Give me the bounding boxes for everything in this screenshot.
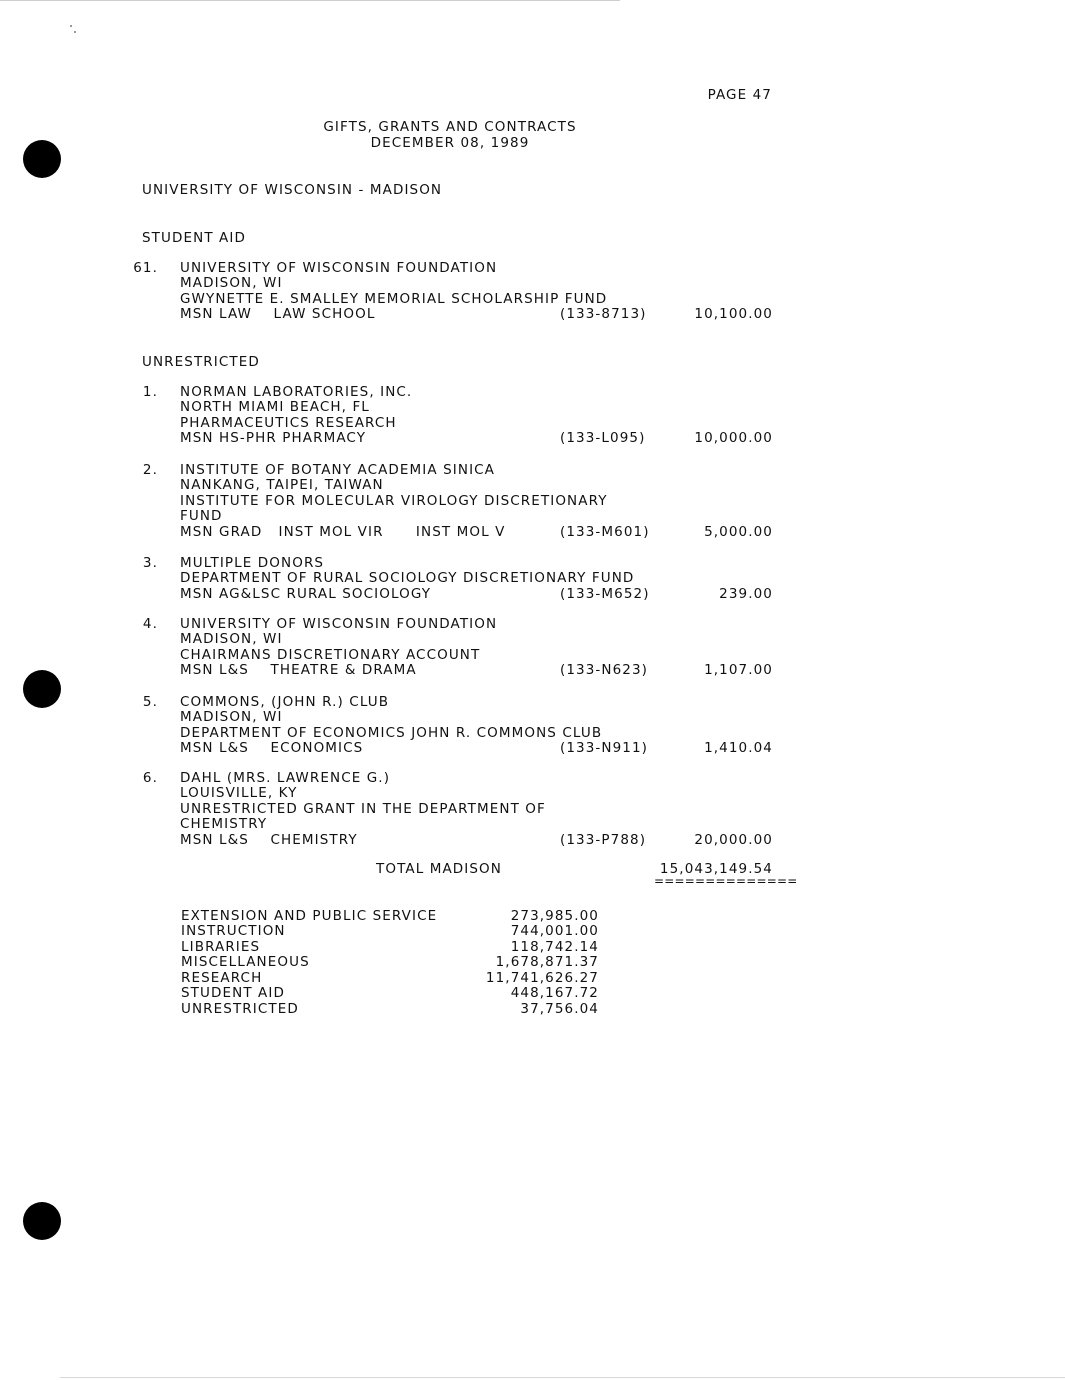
page-number: PAGE 47 <box>707 87 772 103</box>
entry-account: MSN L&S ECONOMICS <box>180 740 364 757</box>
summary-amount: 118,742.14 <box>510 938 599 955</box>
summary-label: LIBRARIES <box>181 938 261 955</box>
section-heading: UNRESTRICTED <box>142 354 260 370</box>
institution-heading: UNIVERSITY OF WISCONSIN - MADISON <box>142 182 443 198</box>
entry-line: GWYNETTE E. SMALLEY MEMORIAL SCHOLARSHIP FUND <box>180 290 608 307</box>
section-heading: STUDENT AID <box>142 230 246 246</box>
entry-line: PHARMACEUTICS RESEARCH <box>180 414 397 431</box>
entry-line: NORTH MIAMI BEACH, FL <box>180 399 370 416</box>
total-label: TOTAL MADISON <box>376 861 502 877</box>
entry-amount: 20,000.00 <box>694 831 773 848</box>
entry-account: MSN L&S THEATRE & DRAMA <box>180 662 417 679</box>
entry-account: MSN L&S CHEMISTRY <box>180 831 358 848</box>
entry-account: MSN LAW LAW SCHOOL <box>180 306 376 323</box>
entry-account: MSN GRAD INST MOL VIR INST MOL V <box>180 523 506 540</box>
entry-number: 5. <box>142 694 158 710</box>
entry-line: FUND <box>180 508 223 525</box>
summary-label: UNRESTRICTED <box>181 1000 299 1017</box>
summary-amount: 448,167.72 <box>510 985 599 1002</box>
entry-line: COMMONS, (JOHN R.) CLUB <box>180 694 390 710</box>
total-amount: 15,043,149.54 <box>659 861 773 877</box>
entry-account: MSN AG&LSC RURAL SOCIOLOGY <box>180 585 432 602</box>
entry-line: CHAIRMANS DISCRETIONARY ACCOUNT <box>180 646 481 663</box>
summary-label: MISCELLANEOUS <box>181 954 310 971</box>
entry-amount: 5,000.00 <box>704 523 773 540</box>
punch-hole-bottom <box>23 1202 61 1240</box>
entry-line: UNIVERSITY OF WISCONSIN FOUNDATION <box>180 260 498 276</box>
summary-label: INSTRUCTION <box>181 923 286 940</box>
entry-code: (133-P788) <box>560 831 647 848</box>
entry-amount: 10,100.00 <box>694 306 773 323</box>
entry-line: UNRESTRICTED GRANT IN THE DEPARTMENT OF <box>180 800 546 817</box>
summary-amount: 37,756.04 <box>520 1000 599 1017</box>
entry-line: MADISON, WI <box>180 709 283 726</box>
entry-number: 1. <box>142 384 158 400</box>
entry-code: (133-M652) <box>560 585 650 602</box>
entry-line: UNIVERSITY OF WISCONSIN FOUNDATION <box>180 616 498 632</box>
entry-number: 3. <box>142 555 158 571</box>
scan-speck <box>70 25 72 27</box>
report-date: DECEMBER 08, 1989 <box>370 135 530 151</box>
entry-line: NORMAN LABORATORIES, INC. <box>180 384 413 400</box>
total-underline: ============== <box>654 874 798 888</box>
entry-line: CHEMISTRY <box>180 816 268 833</box>
punch-hole-top <box>23 140 61 178</box>
summary-label: EXTENSION AND PUBLIC SERVICE <box>181 908 438 924</box>
entry-line: DEPARTMENT OF ECONOMICS JOHN R. COMMONS CLUB <box>180 724 603 741</box>
scan-edge-top <box>0 0 620 1</box>
entry-line: MADISON, WI <box>180 631 283 648</box>
entry-line: INSTITUTE FOR MOLECULAR VIROLOGY DISCRETIONARY <box>180 492 608 509</box>
entry-code: (133-L095) <box>560 430 646 447</box>
entry-line: MULTIPLE DONORS <box>180 555 325 571</box>
punch-hole-middle <box>23 670 61 708</box>
summary-label: RESEARCH <box>181 969 263 986</box>
entry-line: LOUISVILLE, KY <box>180 785 298 802</box>
entry-line: DAHL (MRS. LAWRENCE G.) <box>180 770 391 786</box>
entry-number: 6. <box>142 770 158 786</box>
page-title: GIFTS, GRANTS AND CONTRACTS <box>323 119 577 135</box>
entry-line: MADISON, WI <box>180 275 283 292</box>
summary-amount: 744,001.00 <box>510 923 599 940</box>
entry-amount: 239.00 <box>719 585 773 602</box>
entry-number: 61. <box>133 260 158 276</box>
entry-amount: 10,000.00 <box>694 430 773 447</box>
entry-code: (133-M601) <box>560 523 650 540</box>
entry-code: (133-N911) <box>560 740 649 757</box>
scan-edge-bottom <box>60 1377 1065 1378</box>
scan-speck <box>74 31 76 33</box>
entry-account: MSN HS-PHR PHARMACY <box>180 430 367 447</box>
entry-line: NANKANG, TAIPEI, TAIWAN <box>180 477 384 494</box>
entry-number: 2. <box>142 462 158 478</box>
entry-line: DEPARTMENT OF RURAL SOCIOLOGY DISCRETIONARY FUND <box>180 570 635 587</box>
entry-number: 4. <box>142 616 158 632</box>
summary-amount: 273,985.00 <box>510 908 599 924</box>
entry-amount: 1,410.04 <box>704 740 773 757</box>
summary-amount: 1,678,871.37 <box>495 954 599 971</box>
entry-code: (133-N623) <box>560 662 649 679</box>
summary-label: STUDENT AID <box>181 985 285 1002</box>
entry-code: (133-8713) <box>560 306 647 323</box>
entry-amount: 1,107.00 <box>704 662 773 679</box>
summary-amount: 11,741,626.27 <box>485 969 599 986</box>
entry-line: INSTITUTE OF BOTANY ACADEMIA SINICA <box>180 462 496 478</box>
